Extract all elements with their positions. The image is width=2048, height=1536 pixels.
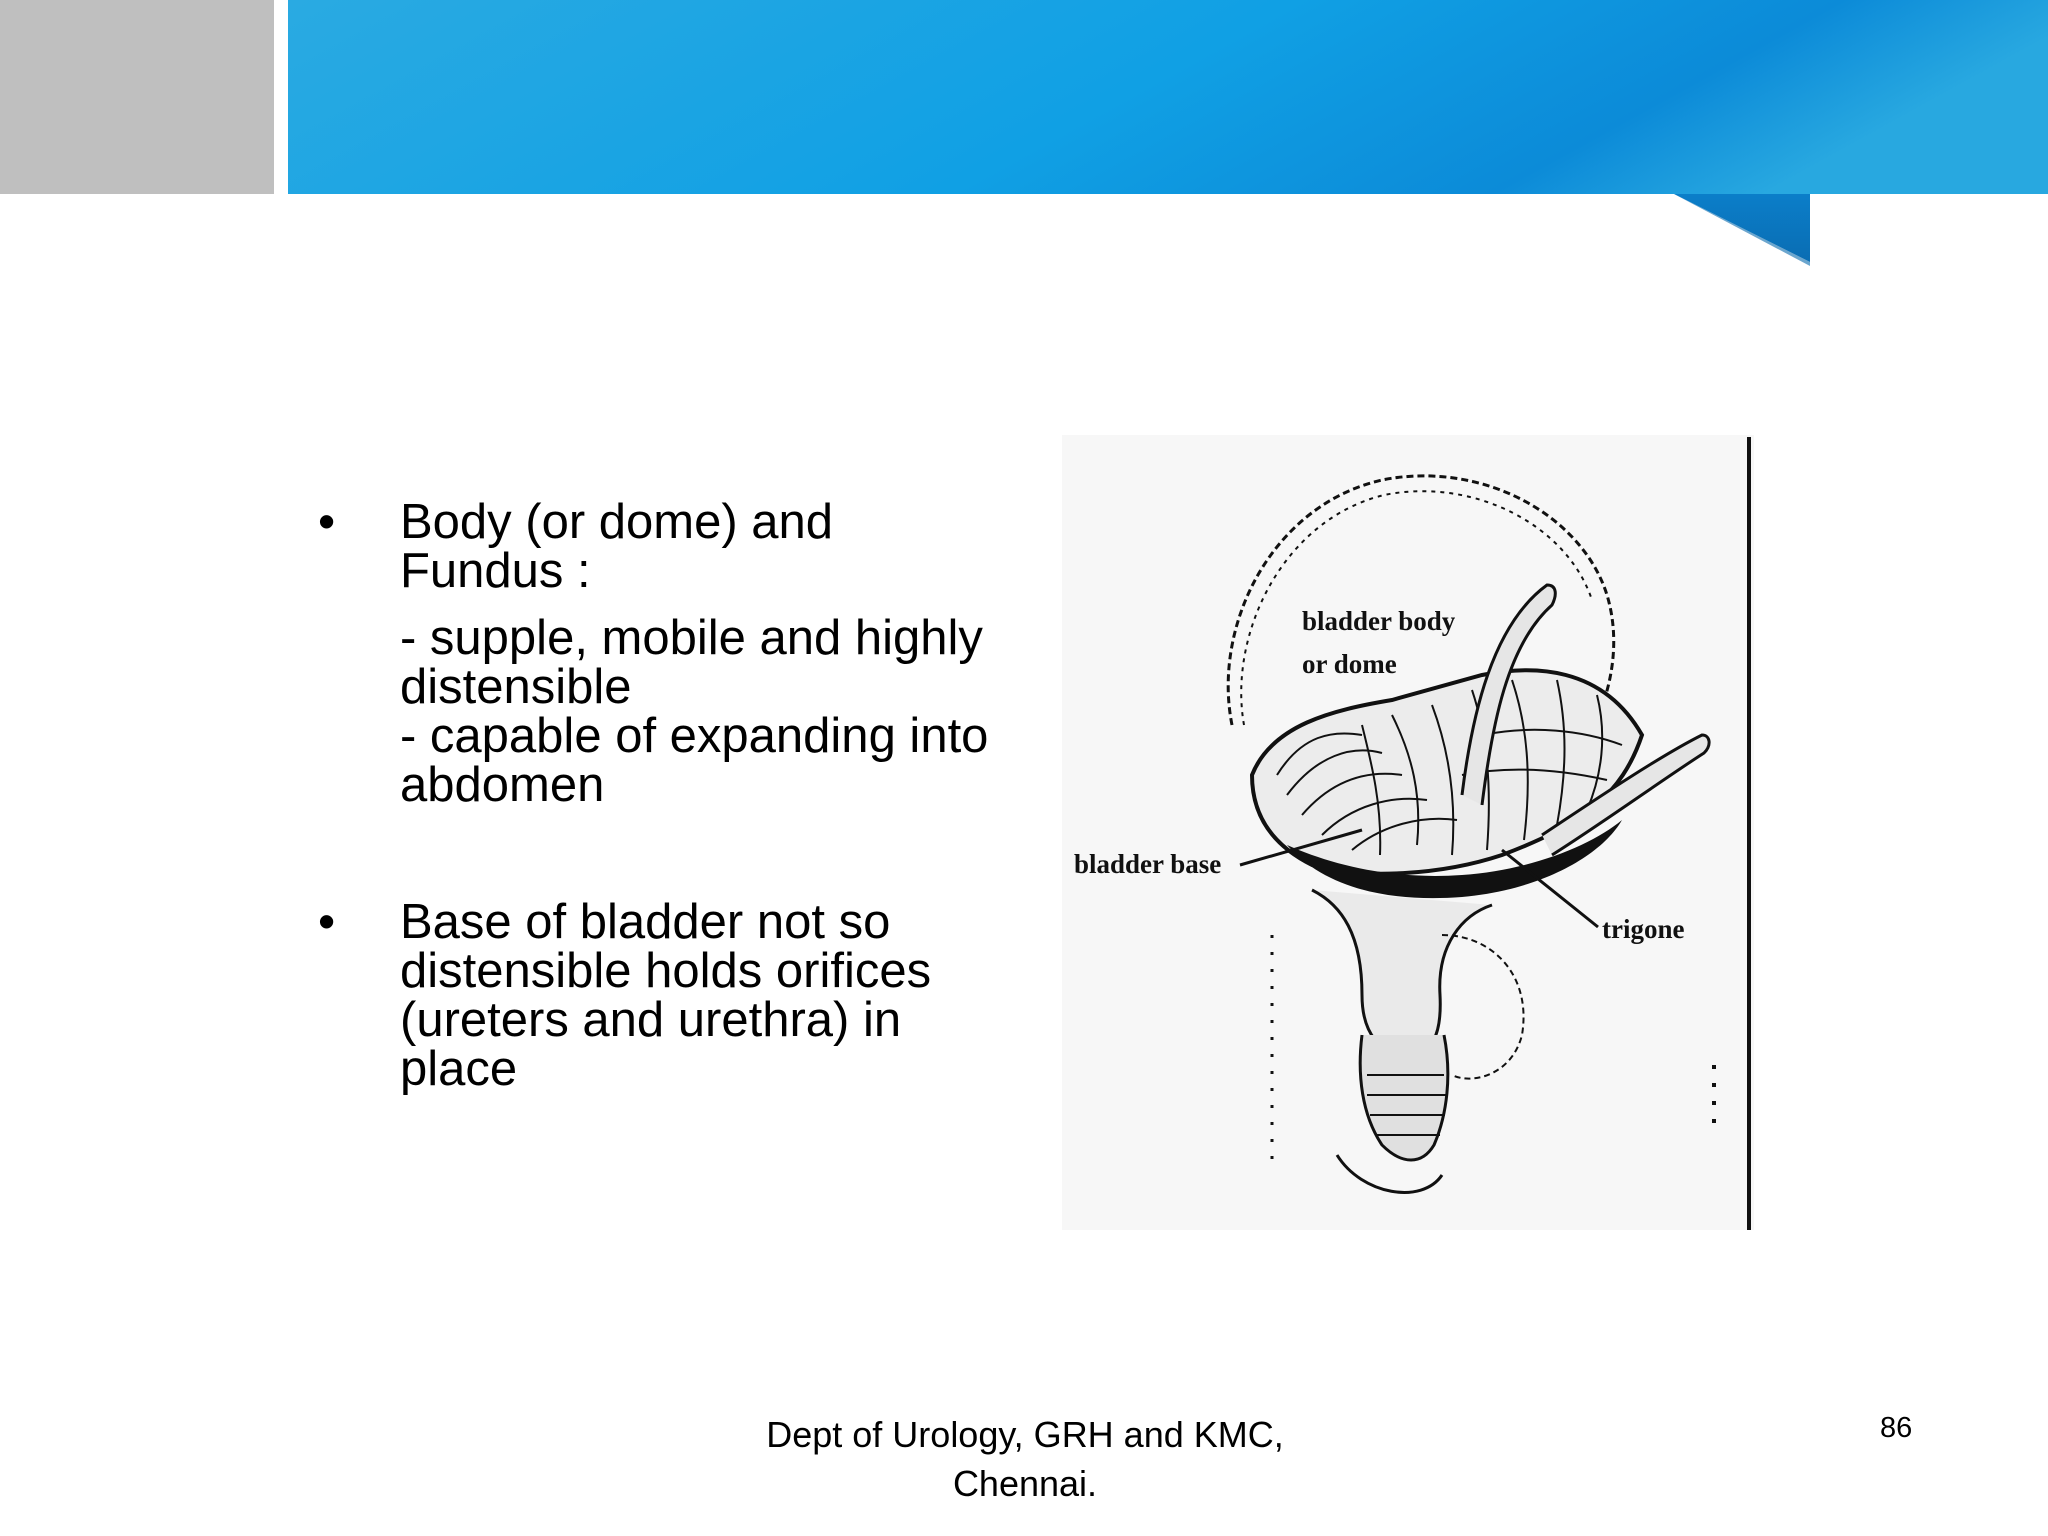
header-blue-band: [288, 0, 2048, 266]
label-or-dome: or dome: [1302, 649, 1397, 679]
slide-number: 86: [1880, 1412, 1913, 1444]
label-trigone: trigone: [1602, 914, 1685, 944]
bladder-diagram: [1062, 435, 1754, 1230]
bullet-sub-line: - capable of expanding into: [400, 709, 989, 763]
bullet-sub-line: abdomen: [400, 758, 605, 812]
footer-line: Chennai.: [952, 1463, 1098, 1504]
bullet-list: [318, 495, 1058, 1096]
bullet-sub-list: [400, 611, 1058, 812]
label-bladder-body: bladder body: [1302, 606, 1456, 636]
bullet-line: distensible holds orifices: [400, 944, 932, 998]
bullet-line: place: [400, 1042, 518, 1096]
bullet-heading-line: Fundus :: [400, 544, 591, 598]
footer: [640, 1410, 1410, 1508]
bullet-sub-line: distensible: [400, 660, 632, 714]
bullet-item-body: [318, 495, 1058, 812]
bullet-item-base: [318, 895, 1058, 1096]
label-bladder-base: bladder base: [1074, 849, 1222, 879]
bullet-heading-line: Body (or dome) and: [400, 495, 834, 549]
bullet-line: Base of bladder not so: [400, 895, 891, 949]
bullet-dot: •: [318, 895, 336, 949]
bullet-sub-line: - supple, mobile and highly: [400, 611, 983, 665]
header-gray-block: [0, 0, 274, 194]
bullet-dot: •: [318, 495, 336, 549]
footer-line: Dept of Urology, GRH and KMC,: [766, 1414, 1284, 1455]
bullet-line: (ureters and urethra) in: [400, 993, 902, 1047]
